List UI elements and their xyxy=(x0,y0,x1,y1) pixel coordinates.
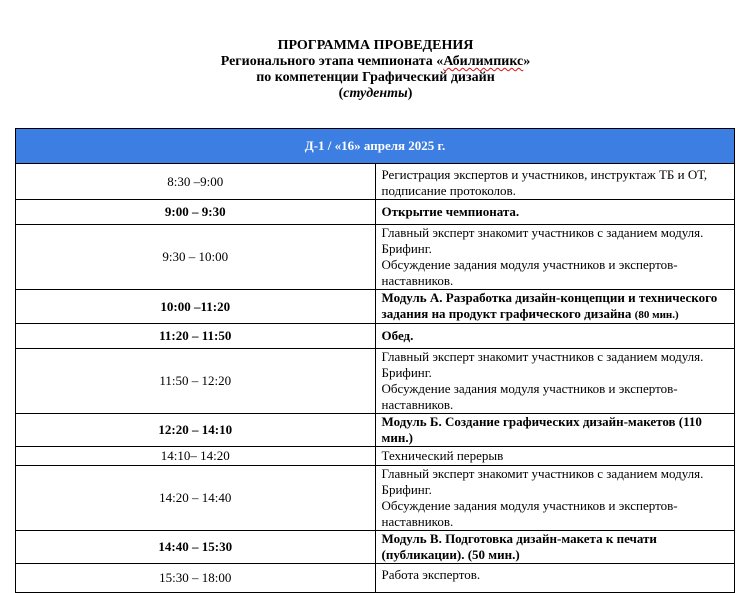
row-desc-line1: Главный эксперт знакомит участников с заданием модуля. Брифинг. xyxy=(381,349,704,380)
row-duration: (80 мин.) xyxy=(634,309,679,321)
row-desc xyxy=(375,225,735,290)
brand-name: Абилимпикс xyxy=(443,54,524,69)
table-row xyxy=(16,414,735,447)
table-row xyxy=(16,349,735,414)
row-desc: Технический перерыв xyxy=(375,447,735,466)
row-desc: Модуль В. Подготовка дизайн-макета к печати (публикации). (50 мин.) xyxy=(375,531,735,564)
row-desc xyxy=(375,466,735,531)
schedule-table xyxy=(15,128,735,593)
row-desc-line2: Обсуждение задания модуля участников и экспертов-наставников. xyxy=(381,381,678,412)
day-header: Д-1 / «16» апреля 2025 г. xyxy=(16,129,735,164)
heading-audience-word: студенты xyxy=(343,86,408,101)
heading-audience-open: ( xyxy=(338,86,344,101)
row-desc-line1: Главный эксперт знакомит участников с заданием модуля. Брифинг. xyxy=(381,225,704,256)
table-row xyxy=(16,531,735,564)
row-time: 9:30 – 10:00 xyxy=(16,225,376,290)
row-time: 15:30 – 18:00 xyxy=(16,564,376,593)
heading-competence: по компетенции Графический дизайн xyxy=(256,70,495,85)
table-row xyxy=(16,324,735,349)
day-header-row xyxy=(16,129,735,164)
row-time: 14:10– 14:20 xyxy=(16,447,376,466)
row-time: 11:50 – 12:20 xyxy=(16,349,376,414)
table-row xyxy=(16,225,735,290)
row-time: 14:40 – 15:30 xyxy=(16,531,376,564)
row-time: 8:30 –9:00 xyxy=(16,164,376,200)
program-heading xyxy=(0,38,751,102)
table-row xyxy=(16,466,735,531)
row-desc-line1: Главный эксперт знакомит участников с заданием модуля. Брифинг. xyxy=(381,466,704,497)
row-time: 12:20 – 14:10 xyxy=(16,414,376,447)
table-row xyxy=(16,447,735,466)
row-time: 9:00 – 9:30 xyxy=(16,200,376,225)
row-desc: Регистрация экспертов и участников, инструктаж ТБ и ОТ, подписание протоколов. xyxy=(375,164,735,200)
heading-audience xyxy=(0,86,751,102)
heading-subtitle xyxy=(0,54,751,70)
table-row xyxy=(16,164,735,200)
heading-title: ПРОГРАММА ПРОВЕДЕНИЯ xyxy=(277,38,474,53)
row-time: 14:20 – 14:40 xyxy=(16,466,376,531)
table-row xyxy=(16,200,735,225)
row-desc xyxy=(375,349,735,414)
heading-subtitle-suffix: » xyxy=(523,54,531,69)
row-desc-text: Модуль А. Разработка дизайн-концепции и технического задания на продукт графического дизайна xyxy=(381,290,718,321)
heading-subtitle-prefix: Регионального этапа чемпионата « xyxy=(220,54,444,69)
heading-audience-close: ) xyxy=(407,86,413,101)
row-time: 11:20 – 11:50 xyxy=(16,324,376,349)
row-desc: Работа экспертов. xyxy=(375,564,735,593)
row-desc: Обед. xyxy=(375,324,735,349)
row-desc-line2: Обсуждение задания модуля участников и экспертов-наставников. xyxy=(381,498,678,529)
table-row xyxy=(16,564,735,593)
row-desc-line2: Обсуждение задания модуля участников и экспертов-наставников. xyxy=(381,257,678,288)
table-row xyxy=(16,290,735,324)
row-time: 10:00 –11:20 xyxy=(16,290,376,324)
row-desc: Открытие чемпионата. xyxy=(375,200,735,225)
row-desc: Модуль Б. Создание графических дизайн-макетов (110 мин.) xyxy=(375,414,735,447)
row-desc xyxy=(375,290,735,324)
